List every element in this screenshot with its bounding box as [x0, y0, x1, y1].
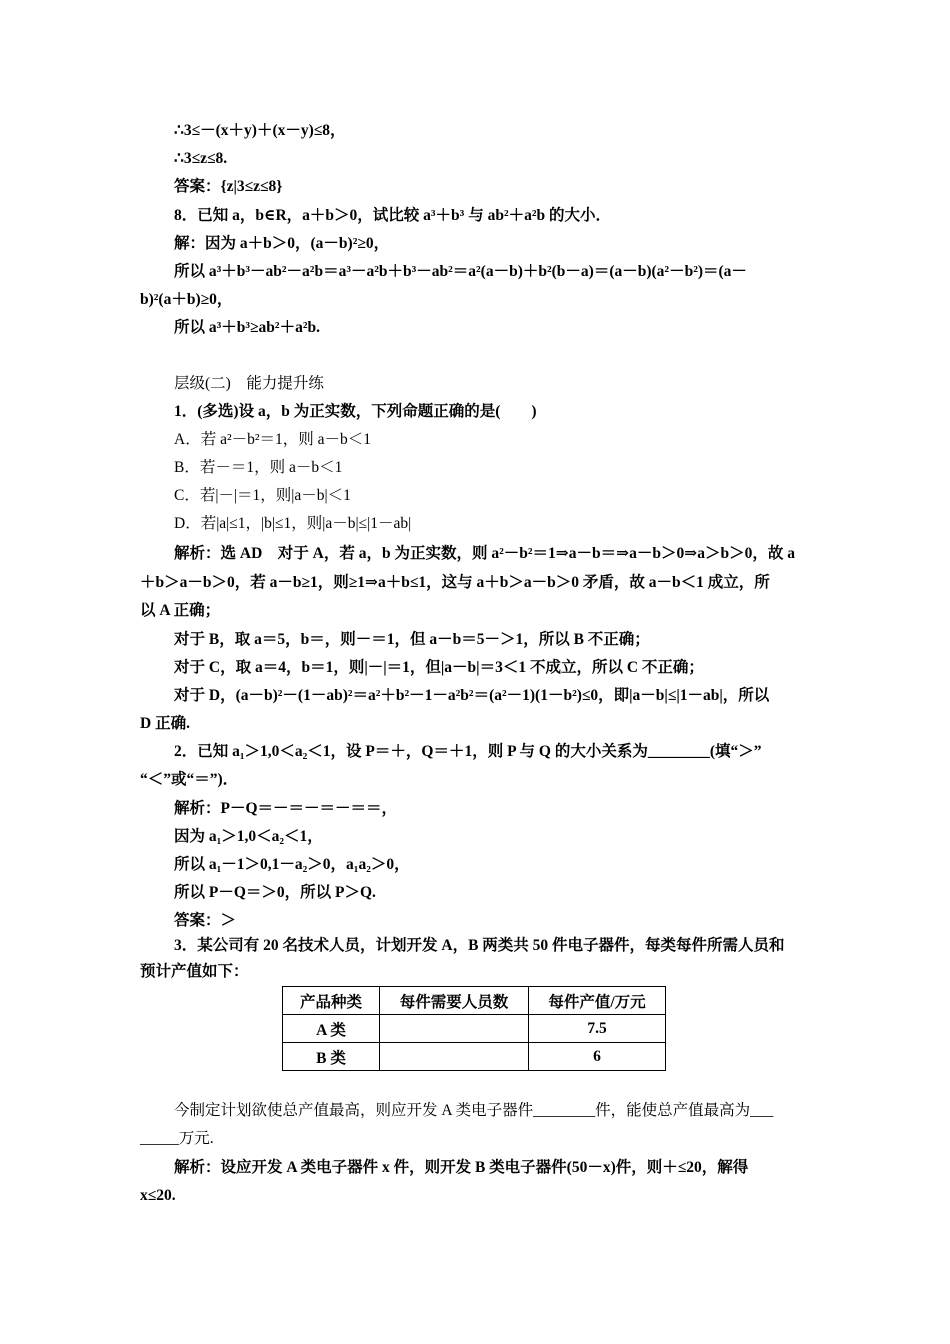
- option-a: A．若 a²－b²＝1，则 a－b＜1: [174, 431, 371, 448]
- table-header-row: [283, 987, 666, 1015]
- option-c: C．若|－|＝1，则|a－b|＜1: [174, 487, 351, 504]
- table-cell: 6: [529, 1043, 666, 1071]
- product-table: [282, 986, 666, 1071]
- table-row: [283, 1043, 666, 1071]
- analysis-line: x≤20.: [140, 1187, 176, 1204]
- table-header-cell: 每件产值/万元: [529, 987, 666, 1015]
- question-line: 2．已知 a₁＞1,0＜a₂＜1，设 P＝＋，Q＝＋1，则 P 与 Q 的大小关系为________(填“＞”: [174, 743, 762, 760]
- analysis-line: 以 A 正确；: [140, 602, 221, 619]
- question-line: 3．某公司有 20 名技术人员，计划开发 A，B 两类共 50 件电子器件，每类每件所需人员和: [174, 937, 785, 954]
- option-d: D．若|a|≤1，|b|≤1，则|a－b|≤|1－ab|: [174, 515, 412, 532]
- table-cell: B 类: [283, 1043, 380, 1071]
- text-line: ∴3≤－(x＋y)＋(x－y)≤8，: [174, 122, 346, 139]
- question-line: 8．已知 a，b∈R，a＋b＞0，试比较 a³＋b³ 与 ab²＋a²b 的大小．: [174, 207, 611, 224]
- analysis-line: D 正确.: [140, 715, 190, 732]
- question-line: _____万元.: [140, 1130, 214, 1147]
- solution-line: 解：因为 a＋b＞0，(a－b)²≥0，: [174, 235, 390, 252]
- text-line: ∴3≤z≤8.: [174, 150, 228, 167]
- question-line: 预计产值如下：: [140, 963, 249, 980]
- analysis-line: 对于 D，(a－b)²－(1－ab)²＝a²＋b²－1－a²b²＝(a²－1)(1－b²)≤0，即|a－b|≤|1－ab|，所以: [174, 687, 770, 704]
- analysis-line: 对于 C，取 a＝4，b＝1，则|－|＝1，但|a－b|＝3＜1 不成立，所以 C 不正确；: [174, 659, 704, 676]
- analysis-line: 解析：P－Q＝－＝－＝－＝＝，: [174, 800, 398, 817]
- table-row: [283, 1015, 666, 1043]
- table-header-cell: 产品种类: [283, 987, 380, 1015]
- question-line: 1．(多选)设 a，b 为正实数，下列命题正确的是( ): [174, 403, 537, 420]
- table-cell: 7.5: [529, 1015, 666, 1043]
- analysis-line: 对于 B，取 a＝5，b＝，则－＝1，但 a－b＝5－＞1，所以 B 不正确；: [174, 631, 650, 648]
- table-cell: [380, 1015, 529, 1043]
- solution-line: b)²(a＋b)≥0，: [140, 291, 233, 308]
- table-header-cell: 每件需要人员数: [380, 987, 529, 1015]
- answer-line: 答案：＞: [174, 912, 237, 929]
- analysis-line: 所以 a₁－1＞0,1－a₂＞0，a₁a₂＞0，: [174, 856, 410, 873]
- analysis-line: 解析：设应开发 A 类电子器件 x 件，则开发 B 类电子器件(50－x)件，则＋≤20，解得: [174, 1159, 749, 1176]
- analysis-line: 因为 a₁＞1,0＜a₂＜1，: [174, 828, 323, 845]
- question-line: 今制定计划欲使总产值最高，则应开发 A 类电子器件________件，能使总产值最高为___: [174, 1102, 774, 1119]
- question-line: “＜”或“＝”)．: [140, 771, 239, 788]
- solution-line: 所以 a³＋b³－ab²－a²b＝a³－a²b＋b³－ab²＝a²(a－b)＋b²(b－a)＝(a－b)(a²－b²)＝(a－: [174, 263, 747, 280]
- analysis-line: 所以 P－Q＝＞0，所以 P＞Q.: [174, 884, 376, 901]
- analysis-line: 解析：选 AD 对于 A，若 a，b 为正实数，则 a²－b²＝1⇒a－b＝⇒a－b＞0⇒a＞b＞0，故 a: [174, 545, 795, 562]
- option-b: B．若－＝1，则 a－b＜1: [174, 459, 343, 476]
- analysis-line: ＋b＞a－b＞0，若 a－b≥1，则≥1⇒a＋b≤1，这与 a＋b＞a－b＞0 矛盾，故 a－b＜1 成立，所: [140, 574, 770, 591]
- answer-line: 答案：{z|3≤z≤8}: [174, 178, 283, 195]
- solution-line: 所以 a³＋b³≥ab²＋a²b.: [174, 319, 320, 336]
- section-heading: 层级(二) 能力提升练: [174, 375, 324, 392]
- table-cell: [380, 1043, 529, 1071]
- table-cell: A 类: [283, 1015, 380, 1043]
